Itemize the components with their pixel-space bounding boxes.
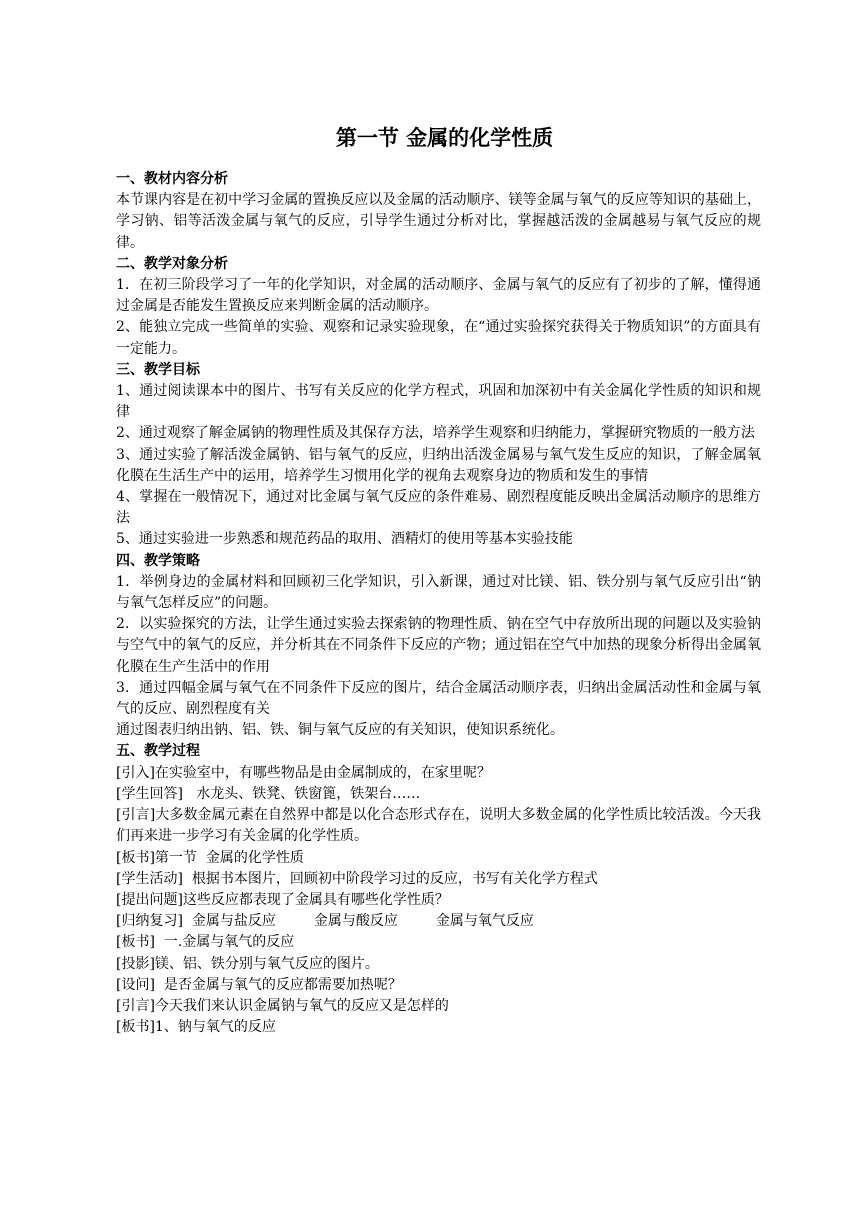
section-heading-teaching-process: 五、教学过程 <box>116 743 200 760</box>
list-item: 2．以实验探究的方法，让学生通过实验去探索钠的物理性质、钠在空气中存放所出现的问题以及实验钠与空气中的氧气的反应，并分析其在不同条件下反应的产物；通过铝在空气中加热的现象分析得出金属氧化膜在生产生活中的作用 <box>116 616 761 675</box>
process-line-projection: [投影]镁、铝、铁分别与氧气反应的图片。 <box>116 955 379 972</box>
list-item: 通过图表归纳出钠、铝、铁、铜与氧气反应的有关知识，使知识系统化。 <box>116 722 564 739</box>
process-line-board: [板书]第一节 金属的化学性质 <box>116 849 304 866</box>
process-line-student-answer: [学生回答] 水龙头、铁凳、铁窗篦，铁架台…… <box>116 785 421 802</box>
list-item: 3、通过实验了解活泼金属钠、铝与氧气的反应，归纳出活泼金属易与氧气发生反应的知识，了解金属氧化膜在生活生产中的运用，培养学生习惯用化学的视角去观察身边的物质和发生的事情 <box>116 446 761 484</box>
section-heading-student-analysis: 二、教学对象分析 <box>116 255 228 272</box>
process-line-board: [板书] 一.金属与氧气的反应 <box>116 934 295 951</box>
process-paragraph-preface: [引言]大多数金属元素在自然界中都是以化合态形式存在，说明大多数金属的化学性质比较活泼。今天我们再来进一步学习有关金属的化学性质。 <box>116 807 761 845</box>
paragraph: 2、能独立完成一些简单的实验、观察和记录实验现象，在“通过实验探究获得关于物质知识”的方面具有一定能力。 <box>116 319 761 357</box>
section-heading-teaching-strategy: 四、教学策略 <box>116 552 200 569</box>
list-item: 5、通过实验进一步熟悉和规范药品的取用、酒精灯的使用等基本实验技能 <box>116 531 573 548</box>
list-item: 1．举例身边的金属材料和回顾初三化学知识，引入新课，通过对比镁、铝、铁分别与氧气反应引出“钠与氧气怎样反应”的问题。 <box>116 573 761 612</box>
process-line-question: [提出问题]这些反应都表现了金属具有哪些化学性质？ <box>116 891 449 908</box>
document-page <box>116 118 761 1038</box>
section-heading-teaching-goals: 三、教学目标 <box>116 361 200 378</box>
paragraph: 1．在初三阶段学习了一年的化学知识，对金属的活动顺序、金属与氧气的反应有了初步的了解，懂得通过金属是否能发生置换反应来判断金属的活动顺序。 <box>116 277 761 315</box>
process-line-review <box>116 911 761 932</box>
list-item: 4、掌握在一般情况下，通过对比金属与氧气反应的条件难易、剧烈程度能反映出金属活动顺序的思维方法 <box>116 489 761 527</box>
review-item-salt: [归纳复习] 金属与盐反应 <box>116 913 276 930</box>
review-item-acid: 金属与酸反应 <box>313 913 398 930</box>
list-item: 1、通过阅读课本中的图片、书写有关反应的化学方程式，巩固和加深初中有关金属化学性质的知识和规律 <box>116 383 761 421</box>
process-line-intro: [引入]在实验室中，有哪些物品是由金属制成的，在家里呢？ <box>116 764 491 781</box>
list-item: 2、通过观察了解金属钠的物理性质及其保存方法，培养学生观察和归纳能力，掌握研究物质的一般方法 <box>116 425 755 442</box>
process-line-preface: [引言]今天我们来认识金属钠与氧气的反应又是怎样的 <box>116 997 449 1014</box>
process-line-question: [设问] 是否金属与氧气的反应都需要加热呢？ <box>116 976 402 993</box>
list-item: 3．通过四幅金属与氧气在不同条件下反应的图片，结合金属活动顺序表，归纳出金属活动性和金属与氧气的反应、剧烈程度有关 <box>116 679 761 718</box>
page-title: 第一节 金属的化学性质 <box>335 126 554 150</box>
review-item-oxygen: 金属与氧气反应 <box>435 913 534 930</box>
section-heading-textbook-analysis: 一、教材内容分析 <box>116 171 228 187</box>
process-line-student-activity: [学生活动] 根据书本图片，回顾初中阶段学习过的反应，书写有关化学方程式 <box>116 870 598 887</box>
paragraph: 本节课内容是在初中学习金属的置换反应以及金属的活动顺序、镁等金属与氧气的反应等知识的基础上，学习钠、铝等活泼金属与氧气的反应，引导学生通过分析对比，掌握越活泼的金属越易与氧气反应的规律。 <box>116 192 761 251</box>
process-line-board: [板书]1、钠与氧气的反应 <box>116 1019 276 1036</box>
